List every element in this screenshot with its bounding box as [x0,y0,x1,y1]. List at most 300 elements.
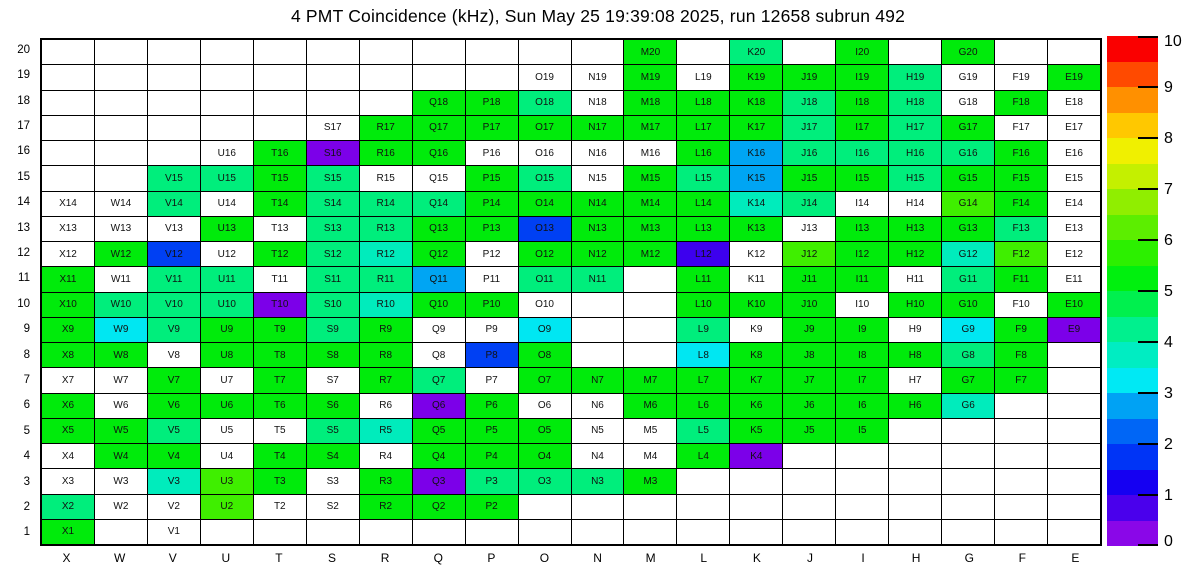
y-tick-label: 6 [23,399,30,412]
heatmap-cell-empty [95,166,147,190]
colorbar-tick-value: 9 [1164,79,1173,96]
y-tick-label: 1 [23,526,30,539]
heatmap-cell: V6 [148,394,200,418]
heatmap-cell: I9 [836,318,888,342]
heatmap-cell: Q5 [413,419,465,443]
heatmap-cell: V11 [148,267,200,291]
heatmap-cell: F18 [995,91,1047,115]
heatmap-cell: W13 [95,217,147,241]
heatmap-cell: M15 [624,166,676,190]
heatmap-cell-empty [254,91,306,115]
heatmap-cell: M17 [624,116,676,140]
heatmap-cell: F7 [995,368,1047,392]
heatmap-cell: H17 [889,116,941,140]
colorbar-tick [1138,188,1158,190]
x-tick-label: E [1071,551,1080,565]
heatmap-cell: U8 [201,343,253,367]
heatmap-cell: P14 [466,192,518,216]
heatmap-cell: R8 [360,343,412,367]
heatmap-cell-empty [995,444,1047,468]
colorbar-tick [1138,290,1158,292]
heatmap-cell: M3 [624,469,676,493]
y-tick-label: 3 [23,475,30,488]
heatmap-cell-empty [360,91,412,115]
heatmap-cell: I13 [836,217,888,241]
heatmap-cell: G8 [942,343,994,367]
heatmap-cell: S12 [307,242,359,266]
heatmap-cell: I5 [836,419,888,443]
heatmap-cell: N15 [572,166,624,190]
x-tick-label: R [380,551,390,565]
heatmap-cell: U5 [201,419,253,443]
heatmap-cell: L9 [677,318,729,342]
y-tick-label: 16 [17,145,30,158]
y-tick-label: 10 [17,297,30,310]
heatmap-cell: J16 [783,141,835,165]
heatmap-cell: Q16 [413,141,465,165]
x-tick-label: T [275,551,283,565]
heatmap-cell: X1 [42,520,94,544]
heatmap-cell: L5 [677,419,729,443]
heatmap-cell: W12 [95,242,147,266]
heatmap-cell: I16 [836,141,888,165]
heatmap-cell: E18 [1048,91,1100,115]
heatmap-cell-empty [942,444,994,468]
heatmap-cell: W3 [95,469,147,493]
heatmap-cell-empty [1048,444,1100,468]
heatmap-cell: K19 [730,65,782,89]
heatmap-cell-empty [572,520,624,544]
heatmap-cell: V9 [148,318,200,342]
colorbar-ticks [1107,36,1158,546]
heatmap-cell: E12 [1048,242,1100,266]
heatmap-cell-empty [148,116,200,140]
heatmap-cell: M7 [624,368,676,392]
heatmap-cell: U15 [201,166,253,190]
heatmap-cell: K14 [730,192,782,216]
heatmap-cell-empty [783,40,835,64]
heatmap-cell: U11 [201,267,253,291]
heatmap-cell-empty [95,141,147,165]
heatmap-cell: V14 [148,192,200,216]
heatmap-cell: S11 [307,267,359,291]
heatmap-cell: O15 [519,166,571,190]
heatmap-cell: L12 [677,242,729,266]
heatmap-cell: V2 [148,495,200,519]
heatmap-cell-empty [889,520,941,544]
heatmap-cell: T7 [254,368,306,392]
heatmap-cell: T6 [254,394,306,418]
heatmap-cell: P13 [466,217,518,241]
heatmap-cell: R14 [360,192,412,216]
y-tick-label: 14 [17,196,30,209]
heatmap-cell-empty [572,343,624,367]
heatmap-cell: Q6 [413,394,465,418]
heatmap-cell: N4 [572,444,624,468]
heatmap-cell: H18 [889,91,941,115]
heatmap-cell: N11 [572,267,624,291]
colorbar-tick-value: 6 [1164,232,1173,249]
heatmap-cell: Q17 [413,116,465,140]
heatmap-cell: O3 [519,469,571,493]
heatmap-cell-empty [889,444,941,468]
heatmap-cell: O19 [519,65,571,89]
heatmap-cell: O9 [519,318,571,342]
heatmap-cell-empty [360,40,412,64]
heatmap-cell-empty [254,520,306,544]
y-axis-row-labels [6,38,32,546]
heatmap-cell: H15 [889,166,941,190]
y-tick-label: 5 [23,424,30,437]
heatmap-cell-empty [836,469,888,493]
heatmap-cell-empty [677,469,729,493]
heatmap-cell: X9 [42,318,94,342]
x-tick-label: L [700,551,708,565]
heatmap-cell-empty [677,40,729,64]
heatmap-cell: W6 [95,394,147,418]
heatmap-cell-empty [1048,520,1100,544]
heatmap-cell: X13 [42,217,94,241]
heatmap-cell: K13 [730,217,782,241]
y-tick-label: 17 [17,119,30,132]
x-tick-label: N [593,551,602,565]
heatmap-cell-empty [413,40,465,64]
heatmap-cell: F19 [995,65,1047,89]
heatmap-cell: P10 [466,293,518,317]
heatmap-cell-empty [942,520,994,544]
heatmap-cell: W14 [95,192,147,216]
heatmap-cell-empty [624,318,676,342]
heatmap-cell: S16 [307,141,359,165]
heatmap-cell-empty [42,166,94,190]
heatmap-cell: V3 [148,469,200,493]
heatmap-cell: K7 [730,368,782,392]
heatmap-cell: V15 [148,166,200,190]
heatmap-cell: W5 [95,419,147,443]
colorbar-tick-value: 10 [1164,33,1182,50]
heatmap-cell-empty [677,495,729,519]
heatmap-cell: L18 [677,91,729,115]
heatmap-cell: R13 [360,217,412,241]
heatmap-cell: M19 [624,65,676,89]
heatmap-cell-empty [1048,40,1100,64]
heatmap-cell: J7 [783,368,835,392]
y-tick-label: 2 [23,500,30,513]
heatmap-cell: G6 [942,394,994,418]
heatmap-cell: I7 [836,368,888,392]
x-tick-label: M [645,551,656,565]
heatmap-cell: U14 [201,192,253,216]
heatmap-cell: P9 [466,318,518,342]
heatmap-cell: U16 [201,141,253,165]
x-tick-label: P [487,551,496,565]
heatmap-cell: E16 [1048,141,1100,165]
heatmap-cell: G19 [942,65,994,89]
x-tick-label: F [1018,551,1027,565]
heatmap-cell: W8 [95,343,147,367]
heatmap-cell: R6 [360,394,412,418]
x-tick-label: O [539,551,550,565]
heatmap-cell: H7 [889,368,941,392]
heatmap-cell-empty [201,520,253,544]
heatmap-cell-empty [307,40,359,64]
heatmap-cell: F12 [995,242,1047,266]
heatmap-cell: T15 [254,166,306,190]
heatmap-cell-empty [466,65,518,89]
heatmap-cell: X10 [42,293,94,317]
heatmap-cell: R9 [360,318,412,342]
heatmap-cell: M5 [624,419,676,443]
heatmap-cell: U12 [201,242,253,266]
heatmap-cell: M20 [624,40,676,64]
heatmap-cell-empty [519,495,571,519]
heatmap-cell: N3 [572,469,624,493]
heatmap-cell: R2 [360,495,412,519]
heatmap-cell: L19 [677,65,729,89]
heatmap-cell: I8 [836,343,888,367]
heatmap-cell: R10 [360,293,412,317]
heatmap-cell-empty [254,116,306,140]
heatmap-cell: T4 [254,444,306,468]
heatmap-cell: Q15 [413,166,465,190]
heatmap-cell: L14 [677,192,729,216]
heatmap-cell: E9 [1048,318,1100,342]
heatmap-cell-empty [995,469,1047,493]
heatmap-cell: U7 [201,368,253,392]
heatmap-cell-empty [254,40,306,64]
colorbar-tick-value: 1 [1164,487,1173,504]
heatmap-cell: O16 [519,141,571,165]
heatmap-cell-empty [95,65,147,89]
heatmap-cell: O17 [519,116,571,140]
heatmap-cell: I15 [836,166,888,190]
heatmap-cell: H14 [889,192,941,216]
heatmap-cell: U4 [201,444,253,468]
heatmap-cell: N14 [572,192,624,216]
x-tick-label: H [911,551,921,565]
heatmap-cell-empty [624,267,676,291]
heatmap-cell: O12 [519,242,571,266]
y-tick-label: 11 [18,272,30,285]
heatmap-cell: H19 [889,65,941,89]
heatmap-cell: E19 [1048,65,1100,89]
heatmap-cell: N5 [572,419,624,443]
heatmap-cell-empty [95,91,147,115]
heatmap-cell: I18 [836,91,888,115]
y-tick-label: 18 [17,94,30,107]
heatmap-cell-empty [783,469,835,493]
heatmap-cell: Q8 [413,343,465,367]
heatmap-cell: V1 [148,520,200,544]
colorbar-tick-value: 7 [1164,181,1173,198]
heatmap-cell: O8 [519,343,571,367]
heatmap-cell: M16 [624,141,676,165]
colorbar-tick-labels [1164,33,1196,550]
heatmap-cell: O4 [519,444,571,468]
heatmap-cell: G14 [942,192,994,216]
heatmap-cell: F10 [995,293,1047,317]
heatmap-cell: J6 [783,394,835,418]
colorbar-tick-value: 4 [1164,334,1173,351]
heatmap-cell-empty [1048,419,1100,443]
heatmap-cell: K17 [730,116,782,140]
heatmap-cell: M6 [624,394,676,418]
heatmap-cell: E17 [1048,116,1100,140]
heatmap-cell-empty [730,495,782,519]
heatmap-cell: R5 [360,419,412,443]
heatmap-cell: X5 [42,419,94,443]
heatmap-cell: G15 [942,166,994,190]
heatmap-cell-empty [624,495,676,519]
heatmap-cell: U3 [201,469,253,493]
heatmap-cell: P4 [466,444,518,468]
heatmap-cell-empty [148,40,200,64]
heatmap-cell-empty [942,419,994,443]
heatmap-cell-empty [995,40,1047,64]
heatmap-cell: V10 [148,293,200,317]
y-tick-label: 19 [17,69,30,82]
heatmap-cell: P8 [466,343,518,367]
heatmap-cell: X6 [42,394,94,418]
heatmap-cell-empty [783,520,835,544]
heatmap-cell-empty [466,40,518,64]
heatmap-cell: X4 [42,444,94,468]
heatmap-cell: W10 [95,293,147,317]
x-tick-label: S [328,551,337,565]
heatmap-cell-empty [730,520,782,544]
heatmap-cell-empty [360,520,412,544]
heatmap-cell: I14 [836,192,888,216]
heatmap-cell: E15 [1048,166,1100,190]
heatmap-cell: Q14 [413,192,465,216]
heatmap-cell: P2 [466,495,518,519]
heatmap-cell: G17 [942,116,994,140]
colorbar-tick [1138,544,1158,546]
heatmap-cell: K4 [730,444,782,468]
heatmap-cell: L6 [677,394,729,418]
heatmap-cell: X3 [42,469,94,493]
heatmap-cell-empty [995,419,1047,443]
heatmap-cell: G7 [942,368,994,392]
heatmap-cell: W2 [95,495,147,519]
x-axis-column-labels [40,551,1102,567]
heatmap-cell: N18 [572,91,624,115]
heatmap-cell: J15 [783,166,835,190]
heatmap-cell: I19 [836,65,888,89]
heatmap-cell-empty [42,40,94,64]
heatmap-cell: O13 [519,217,571,241]
heatmap-cell-empty [42,65,94,89]
heatmap-cell: O10 [519,293,571,317]
heatmap-cell: V7 [148,368,200,392]
heatmap-cell: P15 [466,166,518,190]
heatmap-cell: L13 [677,217,729,241]
heatmap-cell: F15 [995,166,1047,190]
heatmap-cell: O5 [519,419,571,443]
heatmap-cell: N16 [572,141,624,165]
heatmap-cell: N13 [572,217,624,241]
colorbar-tick [1138,392,1158,394]
heatmap-cell-empty [42,91,94,115]
heatmap-cell: S3 [307,469,359,493]
heatmap-cell: S10 [307,293,359,317]
heatmap-cell-empty [836,495,888,519]
x-tick-label: J [806,551,813,565]
heatmap-cell-empty [201,91,253,115]
y-tick-label: 9 [23,323,30,336]
heatmap-cell: J14 [783,192,835,216]
colorbar-tick-value: 8 [1164,130,1173,147]
heatmap-cell: R7 [360,368,412,392]
heatmap-cell: X7 [42,368,94,392]
heatmap-cell-empty [783,495,835,519]
heatmap-cell: K8 [730,343,782,367]
heatmap-cell: Q11 [413,267,465,291]
heatmap-cell: S7 [307,368,359,392]
heatmap-cell: F8 [995,343,1047,367]
heatmap-cell: G9 [942,318,994,342]
heatmap-cell: P6 [466,394,518,418]
y-tick-label: 4 [23,450,30,463]
heatmap-cell: J10 [783,293,835,317]
x-tick-label: K [752,551,761,565]
heatmap-cell: R3 [360,469,412,493]
colorbar-tick [1138,36,1158,38]
x-tick-label: X [62,551,71,565]
heatmap-cell: J12 [783,242,835,266]
heatmap-cell: F17 [995,116,1047,140]
heatmap-cell-empty [42,141,94,165]
heatmap-cell: F9 [995,318,1047,342]
heatmap-cell: G18 [942,91,994,115]
heatmap-cell: S13 [307,217,359,241]
heatmap-cell: I17 [836,116,888,140]
heatmap-cell: P5 [466,419,518,443]
x-tick-label: W [113,551,126,565]
heatmap-cell: F14 [995,192,1047,216]
heatmap-cell: E13 [1048,217,1100,241]
heatmap-cell-empty [466,520,518,544]
heatmap-cell: W4 [95,444,147,468]
heatmap-cell-empty [360,65,412,89]
heatmap-cell: I11 [836,267,888,291]
heatmap-cell-empty [148,91,200,115]
heatmap-cell: X11 [42,267,94,291]
heatmap-cell: U6 [201,394,253,418]
heatmap-cell-empty [519,520,571,544]
heatmap-cell: J9 [783,318,835,342]
x-tick-label: U [221,551,231,565]
heatmap-cell: V13 [148,217,200,241]
heatmap-cell-empty [148,65,200,89]
heatmap-cell-empty [836,444,888,468]
chart-title: 4 PMT Coincidence (kHz), Sun May 25 19:39:08 2025, run 12658 subrun 492 [290,6,906,26]
heatmap-cell: K6 [730,394,782,418]
heatmap-cell-empty [1048,495,1100,519]
heatmap-cell: J19 [783,65,835,89]
heatmap-cell: P18 [466,91,518,115]
heatmap-cell: G13 [942,217,994,241]
colorbar-tick-value: 2 [1164,436,1173,453]
heatmap-cell: Q18 [413,91,465,115]
colorbar-tick-value: 0 [1164,533,1173,550]
heatmap-cell: X12 [42,242,94,266]
heatmap-cell: J8 [783,343,835,367]
heatmap-cell: U2 [201,495,253,519]
heatmap-cell: V5 [148,419,200,443]
heatmap-cell: G11 [942,267,994,291]
heatmap-cell: H16 [889,141,941,165]
